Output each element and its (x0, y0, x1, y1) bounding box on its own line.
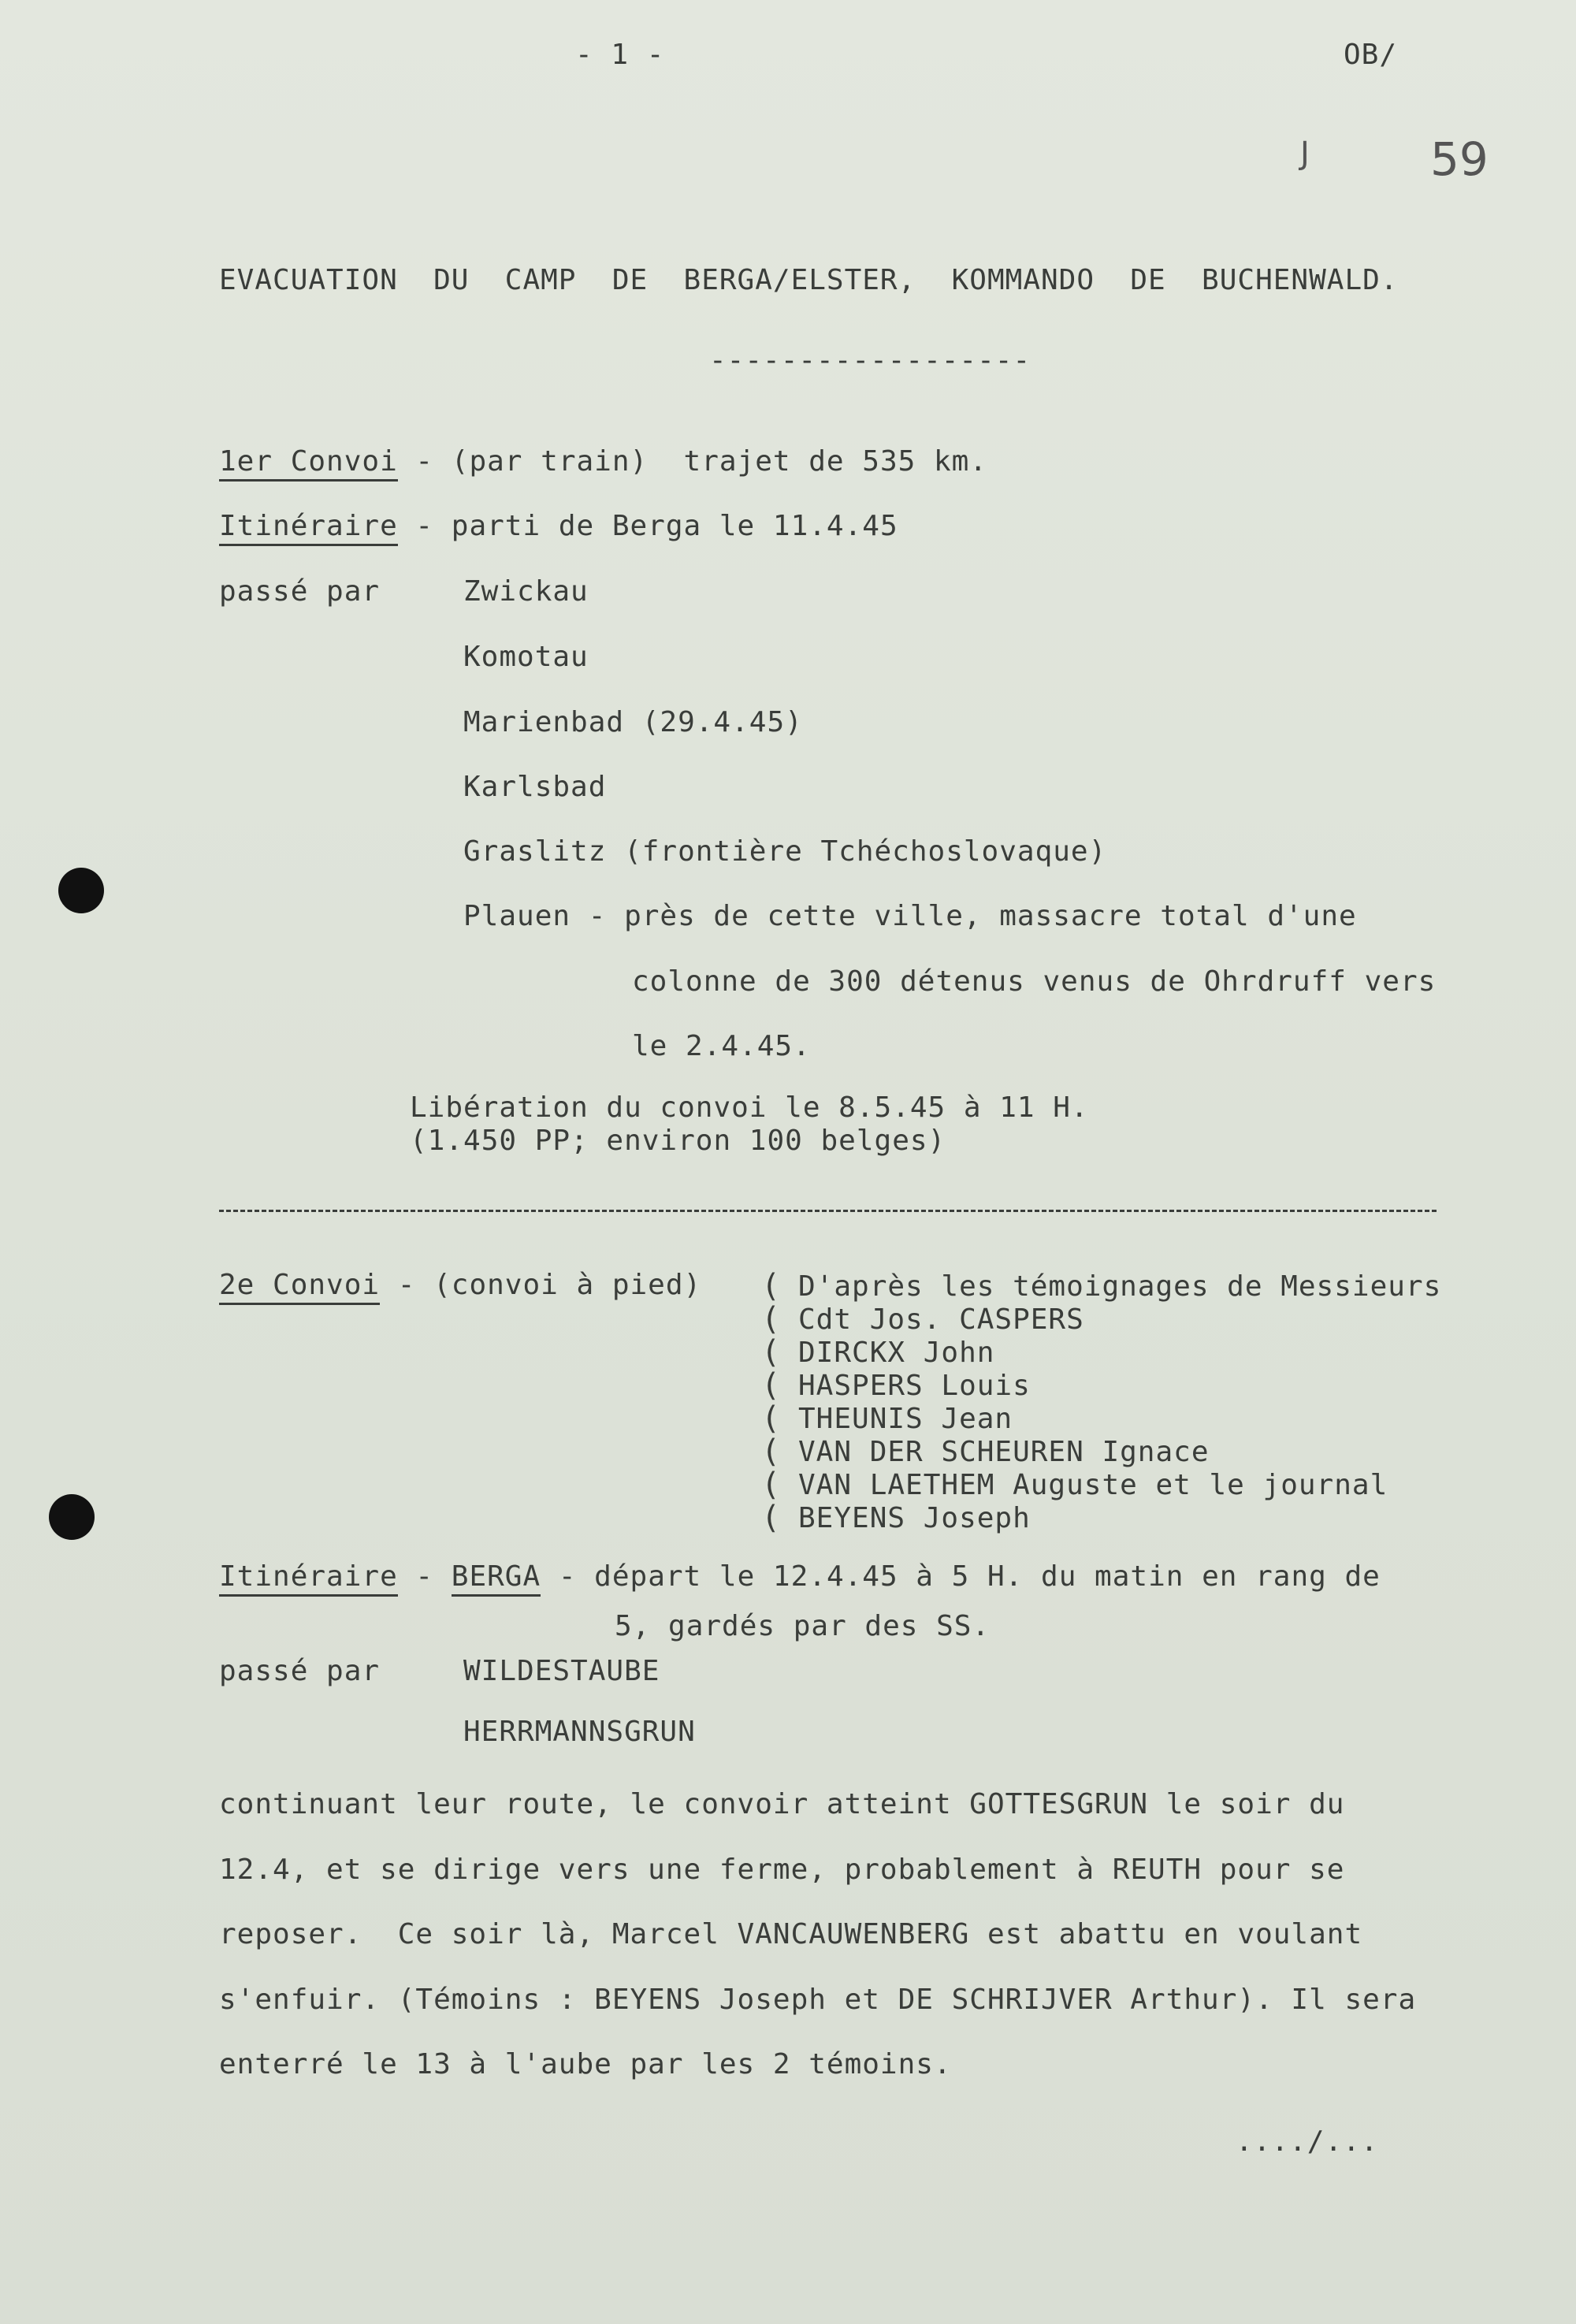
document-page: - 1 - OB/ J 59 EVACUATION DU CAMP DE BERGA/ELSTER, KOMMANDO DE BUCHENWALD. ------------------ 1er Convoi - (par train) trajet de 535 km. Itinéraire - parti de Berga le 11.4.45 passé par Zwickau Komotau Marienbad (29.4.45) Karlsbad Graslitz (frontière Tchéchoslovaque) Plauen - près de cette ville, massacre total d'une colonne de 300 détenus venus de Ohrdruff vers le 2.4.45. Libération du convoi le 8.5.45 à 11 H. (1.450 PP; environ 100 belges) 2e Convoi - (convoi à pied) ( ( ( ( ( ( ( ( D'après les témoignages de Messieurs Cdt Jos. CASPERS DIRCKX John HASPERS Louis THEUNIS Jean VAN DER SCHEUREN Ignace VAN LAETHEM Auguste et le journal BEYENS Joseph Itinéraire - BERGA - départ le 12.4.45 à 5 H. du matin en rang de 5, gardés par des SS. passé par WILDESTAUBE HERRMANNSGRUN continuant leur route, le convoir atteint GOTTESGRUN le soir du 12.4, et se dirige vers une ferme, probablement à REUTH pour se reposer. Ce soir là, Marcel VANCAUWENBERG est abattu en voulant s'enfuir. (Témoins : BEYENS Joseph et DE SCHRIJVER Arthur). Il sera enterré le 13 à l'aube par les 2 témoins. ..../... (0, 0, 1576, 2324)
witness-name: VAN DER SCHEUREN Ignace (798, 1436, 1210, 1468)
narrative-line: reposer. Ce soir là, Marcel VANCAUWENBERG est abattu en voulant (219, 1918, 1363, 1950)
narrative-line: 12.4, et se dirige vers une ferme, probablement à REUTH pour se (219, 1854, 1345, 1886)
title-underline: ------------------ (709, 344, 1031, 377)
convoy2-itinerary-place: BERGA (452, 1560, 541, 1597)
continuation-mark: ..../... (1236, 2125, 1379, 2158)
convoy1-via-label: passé par (219, 575, 381, 608)
convoy2-via-label: passé par (219, 1655, 381, 1687)
witness-name: DIRCKX John (798, 1337, 995, 1369)
reference-mark: OB/ (1344, 39, 1398, 71)
witness-name: THEUNIS Jean (798, 1403, 1013, 1435)
convoy1-stop: Komotau (463, 641, 589, 673)
stamp-number: 59 (1430, 132, 1489, 186)
stamp-prefix: J (1300, 136, 1310, 172)
convoy2-itinerary-rest: - départ le 12.4.45 à 5 H. du matin en rang de (541, 1560, 1381, 1593)
convoy2-heading: 2e Convoi (219, 1269, 380, 1305)
convoy2-itinerary-label: Itinéraire (219, 1560, 398, 1597)
convoy2-itinerary-cont: 5, gardés par des SS. (615, 1610, 991, 1642)
convoy2-line (219, 1271, 701, 1300)
narrative-line: s'enfuir. (Témoins : BEYENS Joseph et DE SCHRIJVER Arthur). Il sera (219, 1984, 1417, 2016)
witness-name: VAN LAETHEM Auguste et le journal (798, 1469, 1388, 1501)
convoy1-liberation: Libération du convoi le 8.5.45 à 11 H. (410, 1091, 1089, 1124)
narrative-line: continuant leur route, le convoir atteint GOTTESGRUN le soir du (219, 1788, 1345, 1820)
convoy1-stop: Marienbad (29.4.45) (463, 706, 803, 738)
convoy1-liberation-detail: (1.450 PP; environ 100 belges) (410, 1125, 946, 1157)
section-separator (219, 1210, 1437, 1212)
convoy1-itinerary-rest: - parti de Berga le 11.4.45 (397, 510, 898, 542)
page-number: - 1 - (575, 39, 665, 71)
convoy1-itinerary-label: Itinéraire (219, 510, 398, 546)
convoy2-stop: HERRMANNSGRUN (463, 1716, 696, 1748)
punch-hole (49, 1494, 95, 1540)
convoy2-heading-rest: - (convoi à pied) (380, 1269, 702, 1301)
witness-name: Cdt Jos. CASPERS (798, 1303, 1084, 1336)
witness-name: HASPERS Louis (798, 1370, 1031, 1402)
convoy1-plauen-cont: le 2.4.45. (632, 1030, 811, 1062)
document-title: EVACUATION DU CAMP DE BERGA/ELSTER, KOMMANDO DE BUCHENWALD. (219, 264, 1399, 296)
convoy2-itinerary-line (219, 1560, 1381, 1593)
convoy1-stop: Karlsbad (463, 771, 607, 803)
convoy1-plauen-cont: colonne de 300 détenus venus de Ohrdruff vers (632, 965, 1437, 998)
convoy1-line (219, 445, 987, 478)
convoy1-stop: Plauen - près de cette ville, massacre total d'une (463, 900, 1357, 932)
convoy2-stop: WILDESTAUBE (463, 1655, 660, 1687)
convoy1-heading: 1er Convoi (219, 445, 398, 482)
convoy1-itinerary-line (219, 512, 898, 541)
convoy1-stop: Zwickau (463, 575, 589, 608)
punch-hole (58, 868, 104, 913)
narrative-line: enterré le 13 à l'aube par les 2 témoins. (219, 2048, 952, 2080)
witness-name: BEYENS Joseph (798, 1502, 1031, 1534)
convoy2-itinerary-dash: - (397, 1560, 452, 1593)
witnesses-intro: D'après les témoignages de Messieurs (798, 1270, 1442, 1303)
convoy1-stop: Graslitz (frontière Tchéchoslovaque) (463, 835, 1107, 868)
convoy1-heading-rest: - (par train) trajet de 535 km. (397, 445, 987, 478)
